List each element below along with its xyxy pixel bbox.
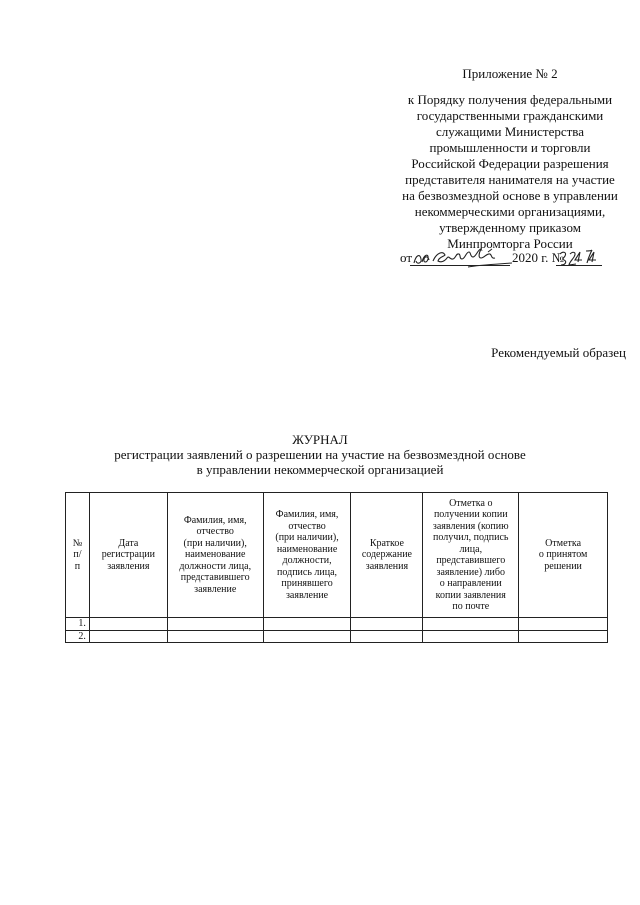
header-text-line: получении копии [433,509,508,520]
header-text-line: о направлении [439,578,502,589]
header-summary [351,493,423,618]
header-text-line: копии заявления [435,589,506,601]
table-cell [351,630,423,643]
date-prefix: от [400,250,413,265]
header-text-line: Фамилия, имя, [275,509,339,520]
header-submitter [167,493,263,618]
table-cell [519,630,608,643]
appendix-line: к Порядку получения федеральными [407,92,613,107]
header-text-line: заявления [107,560,150,572]
appendix-number: Приложение № 2 [462,66,558,81]
header-text-line: заявление [194,583,237,595]
table-cell [263,630,351,643]
header-text-line: (при наличии), [275,532,339,543]
header-receiver [263,493,351,618]
row-number-cell: 2. [66,630,90,643]
recommended-sample-label: Рекомендуемый образец [491,345,626,360]
header-text-line: наименование [184,549,246,561]
table-cell [423,618,519,631]
header-text-line: заявления (копию [432,520,509,532]
appendix-block [380,66,640,252]
header-text-line: представившего [180,572,250,584]
header-text-line: отчество [196,526,234,538]
header-text-line: Краткое [369,537,404,549]
header-text-line: регистрации [101,549,156,561]
table-cell [423,630,519,643]
appendix-line: промышленности и торговли [429,140,591,155]
header-text-line: лица, [459,543,483,555]
journal-subtitle-line: регистрации заявлений о разрешении на участие на безвозмездной основе [114,447,526,462]
header-copy-receipt-mark [423,493,519,618]
journal-title: ЖУРНАЛ [292,432,348,447]
header-text-line: представившего [436,555,506,566]
appendix-line: утвержденному приказом [439,220,581,235]
table-cell [519,618,608,631]
year-and-number-label: 2020 г. № [512,250,565,265]
header-text-line: Дата [118,537,139,549]
table-cell [167,630,263,643]
table-cell [89,618,167,631]
header-text-line: № [72,537,83,549]
table-cell [263,618,351,631]
appendix-line: представителя нанимателя на участие [405,172,615,187]
header-text-line: решении [544,560,582,572]
appendix-line: на безвозмездной основе в управлении [402,188,618,203]
header-text-line: отчество [288,520,326,532]
appendix-line: Минпромторга России [447,236,573,251]
journal-subtitle-line: в управлении некоммерческой организацией [196,462,444,477]
header-text-line: п/ [73,549,82,561]
row-number-cell: 1. [66,618,90,631]
header-text-line: Фамилия, имя, [183,514,247,526]
header-decision-mark [519,493,608,618]
table-row [66,630,608,643]
header-text-line: п [74,560,81,572]
journal-table [65,492,608,643]
order-date-line [370,246,630,270]
header-text-line: подпись лица, [277,566,338,578]
header-text-line: наименование [276,543,338,555]
header-text-line: заявления [365,560,409,572]
handwritten-signature-image [370,246,630,270]
header-text-line: Отметка о [449,497,493,509]
table-cell [351,618,423,631]
header-text-line: о принятом [538,549,588,561]
header-text-line: (при наличии), [183,537,247,549]
header-text-line: содержание [361,549,412,561]
appendix-line: некоммерческими организациями, [414,204,606,219]
header-text-line: принявшего [281,578,333,589]
header-text-line: заявление) либо [436,566,505,578]
appendix-line: государственными гражданскими [416,108,604,123]
header-text-line: заявление [285,589,329,601]
header-text-line: должности лица, [179,560,252,572]
table-cell [167,618,263,631]
journal-heading [0,432,640,477]
header-registration-date [89,493,167,618]
header-text-line: должности, [282,555,332,566]
table-cell [89,630,167,643]
table-header-row [66,493,608,618]
table-row [66,618,608,631]
header-text-line: получил, подпись [433,532,509,543]
appendix-line: Российской Федерации разрешения [411,156,609,171]
appendix-line: служащими Министерства [435,124,585,139]
header-number [66,493,90,618]
header-text-line: Отметка [545,537,582,549]
header-text-line: по почте [452,601,490,612]
